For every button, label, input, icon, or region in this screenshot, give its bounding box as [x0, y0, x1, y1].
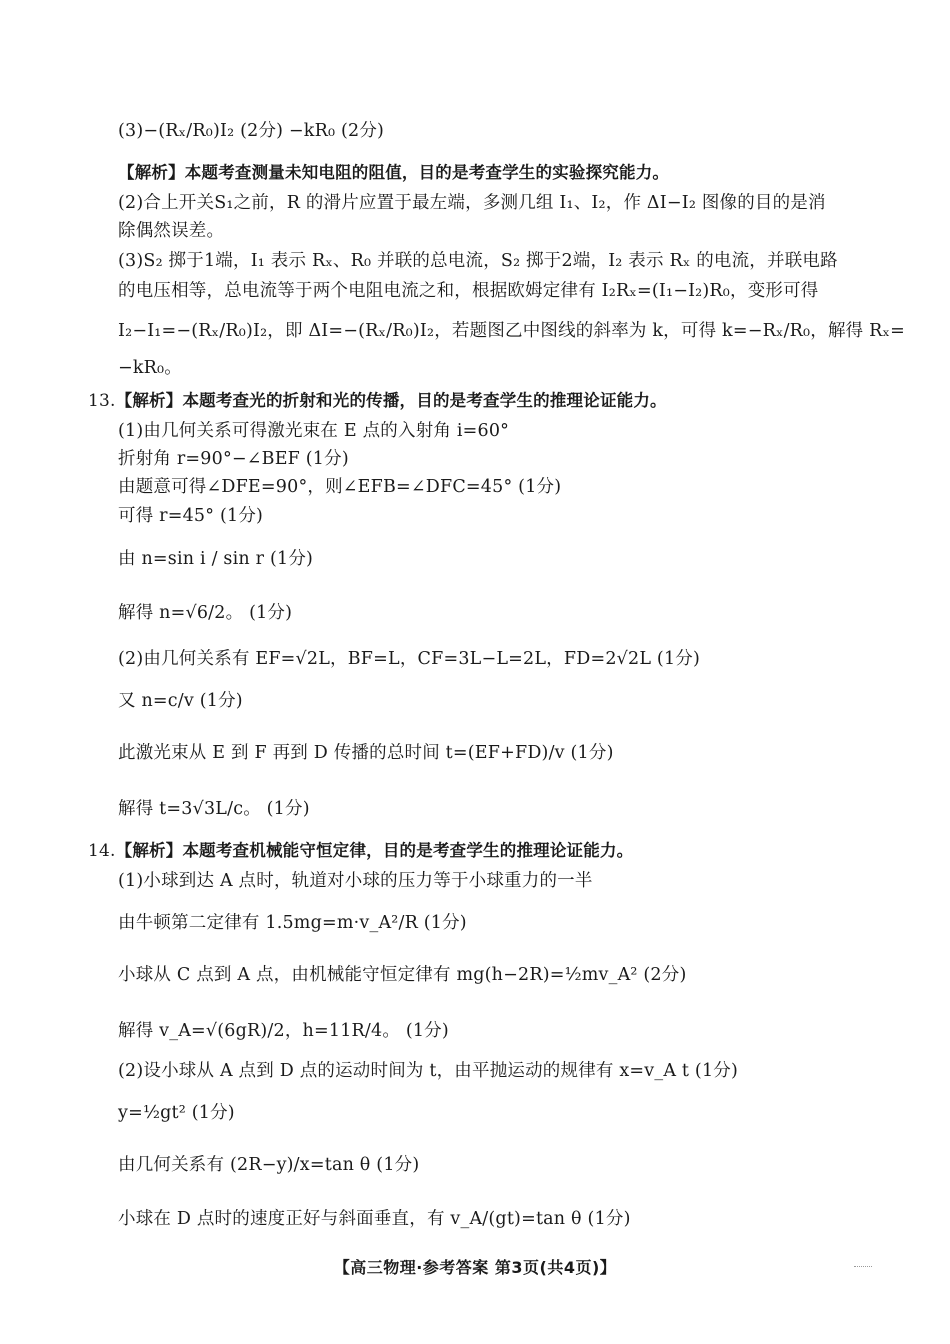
text-line: [118, 1058, 738, 1084]
text-line: [118, 1018, 449, 1044]
line-text: 由几何关系有 (2R−y)/x=tan θ (1分): [118, 1155, 420, 1175]
line-text: 小球从 C 点到 A 点，由机械能守恒定律有 mg(h−2R)=½mv_A² (2分): [118, 965, 687, 985]
line-text: 由牛顿第二定律有 1.5mg=m·v_A²/R (1分): [118, 913, 467, 933]
line-text: (3)S₂ 掷于1端，I₁ 表示 Rₓ、R₀ 并联的总电流，S₂ 掷于2端，I₂ 表示 Rₓ 的电流，并联电路: [118, 251, 838, 271]
text-line: [118, 910, 467, 936]
line-text: 解得 t=3√3L/c。 (1分): [118, 799, 310, 819]
line-text: −kR₀。: [118, 358, 182, 378]
question-number: 14.: [88, 841, 116, 861]
line-text: 【解析】本题考查测量未知电阻的阻值，目的是考查学生的实验探究能力。: [118, 163, 670, 182]
scan-mark: [854, 1266, 872, 1269]
text-line: [118, 1206, 631, 1232]
line-text: 的电压相等，总电流等于两个电阻电流之和，根据欧姆定律有 I₂Rₓ=(I₁−I₂)R₀，变形可得: [118, 281, 819, 301]
line-text: 【解析】本题考查机械能守恒定律，目的是考查学生的推理论证能力。: [115, 841, 634, 860]
text-line: [118, 118, 384, 144]
line-text: 除偶然误差。: [118, 221, 225, 241]
text-line: [118, 218, 224, 244]
line-text: 解得 v_A=√(6gR)/2，h=11R/4。 (1分): [118, 1021, 449, 1041]
text-line: [118, 600, 292, 626]
line-text: (3)−(Rₓ/R₀)I₂ (2分) −kR₀ (2分): [118, 121, 385, 141]
line-text: 可得 r=45° (1分): [118, 506, 264, 526]
line-text: (2)由几何关系有 EF=√2L，BF=L，CF=3L−L=2L，FD=2√2L (1分): [118, 649, 701, 669]
page-footer: 【高三物理·参考答案 第3页(共4页)】: [333, 1258, 617, 1277]
text-line: [118, 318, 905, 344]
text-line: [118, 646, 700, 672]
text-line: [118, 446, 349, 472]
line-text: 又 n=c/v (1分): [118, 691, 243, 711]
text-line: [118, 962, 687, 988]
text-line: [118, 160, 669, 186]
line-text: 此激光束从 E 到 F 再到 D 传播的总时间 t=(EF+FD)/v (1分): [118, 743, 614, 763]
text-line: [118, 190, 826, 216]
line-text: I₂−I₁=−(Rₓ/R₀)I₂，即 ΔI=−(Rₓ/R₀)I₂，若题图乙中图线的斜率为 k，可得 k=−Rₓ/R₀，解得 Rₓ=: [118, 321, 905, 341]
line-text: 【解析】本题考查光的折射和光的传播，目的是考查学生的推理论证能力。: [115, 391, 667, 410]
line-text: 由题意可得∠DFE=90°，则∠EFB=∠DFC=45° (1分): [118, 477, 562, 497]
text-line: [118, 546, 313, 572]
text-line: [118, 740, 614, 766]
line-text: y=½gt² (1分): [118, 1103, 235, 1123]
text-line: [118, 355, 182, 381]
line-text: (1)由几何关系可得激光束在 E 点的入射角 i=60°: [118, 421, 510, 441]
text-line: [118, 1100, 235, 1126]
text-line: [118, 1152, 419, 1178]
text-line: [118, 796, 310, 822]
text-line: [118, 503, 263, 529]
text-line: [88, 388, 667, 414]
question-number: 13.: [88, 391, 116, 411]
text-line: [118, 418, 509, 444]
text-line: [118, 248, 838, 274]
line-text: 由 n=sin i / sin r (1分): [118, 549, 314, 569]
line-text: 解得 n=√6/2。 (1分): [118, 603, 293, 623]
text-line: [118, 474, 561, 500]
line-text: (2)设小球从 A 点到 D 点的运动时间为 t，由平抛运动的规律有 x=v_A t (1分): [118, 1061, 739, 1081]
text-line: [118, 278, 819, 304]
line-text: (2)合上开关S₁之前，R 的滑片应置于最左端，多测几组 I₁、I₂，作 ΔI−I₂ 图像的目的是消: [118, 193, 826, 213]
text-line: [118, 688, 243, 714]
line-text: 折射角 r=90°−∠BEF (1分): [118, 449, 349, 469]
line-text: (1)小球到达 A 点时，轨道对小球的压力等于小球重力的一半: [118, 871, 593, 891]
line-text: 小球在 D 点时的速度正好与斜面垂直，有 v_A/(gt)=tan θ (1分): [118, 1209, 631, 1229]
text-line: [88, 838, 633, 864]
text-line: [118, 868, 593, 894]
